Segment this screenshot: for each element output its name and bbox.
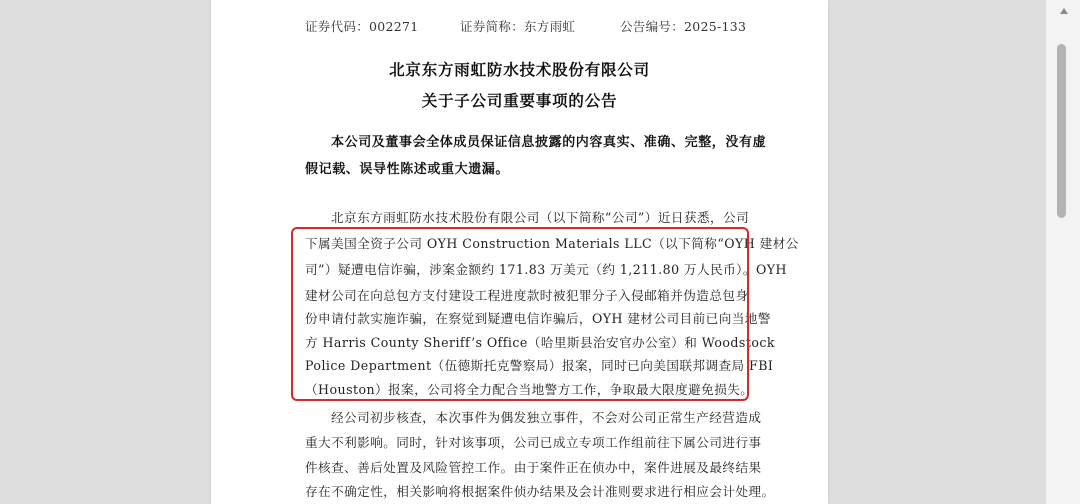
company-title: 北京东方雨虹防水技术股份有限公司 (389, 60, 650, 79)
body-line: 存在不确定性，相关影响将根据案件侦办结果及会计准则要求进行相应会计处理。 (305, 484, 775, 499)
body-line: 下属美国全资子公司 OYH Construction Materials LLC（以下简称“OYH 建材公 (305, 236, 799, 251)
document-page (211, 0, 828, 504)
body-line: 方 Harris County Sheriff’s Office（哈里斯县治安官办公室）和 Woodstock (305, 335, 775, 350)
body-line: 件核查、善后处置及风险管控工作。由于案件正在侦办中，案件进展及最终结果 (305, 460, 762, 475)
body-line: （Houston）报案，公司将全力配合当地警方工作，争取最大限度避免损失。 (305, 382, 754, 397)
body-line: 份申请付款实施诈骗，在察觉到疑遭电信诈骗后，OYH 建材公司目前已向当地警 (305, 311, 771, 326)
red-highlight-box (291, 227, 749, 401)
body-line: 司”）疑遭电信诈骗，涉案金额约 171.83 万美元（约 1,211.80 万人民币）。OYH (305, 262, 787, 277)
scroll-thumb[interactable] (1057, 44, 1066, 218)
announcement-title: 关于子公司重要事项的公告 (421, 91, 618, 110)
stock-code: 证券代码：002271 (305, 19, 419, 34)
body-line: 北京东方雨虹防水技术股份有限公司（以下简称“公司”）近日获悉，公司 (331, 210, 750, 225)
body-line: 重大不利影响。同时，针对该事项，公司已成立专项工作组前往下属公司进行事 (305, 435, 762, 450)
vertical-scrollbar[interactable] (1046, 0, 1080, 504)
notice-number: 公告编号：2025-133 (620, 19, 747, 34)
scroll-up-arrow-icon[interactable] (1060, 8, 1068, 14)
body-line: 经公司初步核查，本次事件为偶发独立事件，不会对公司正常生产经营造成 (331, 410, 762, 425)
statement-line: 本公司及董事会全体成员保证信息披露的内容真实、准确、完整，没有虚 (331, 135, 767, 150)
stock-abbreviation: 证券简称：东方雨虹 (460, 19, 576, 34)
statement-line: 假记载、误导性陈述或重大遗漏。 (305, 162, 510, 177)
body-line: Police Department（伍德斯托克警察局）报案，同时已向美国联邦调查局 FBI (305, 358, 774, 373)
body-line: 建材公司在向总包方支付建设工程进度款时被犯罪分子入侵邮箱并伪造总包身 (305, 288, 749, 303)
